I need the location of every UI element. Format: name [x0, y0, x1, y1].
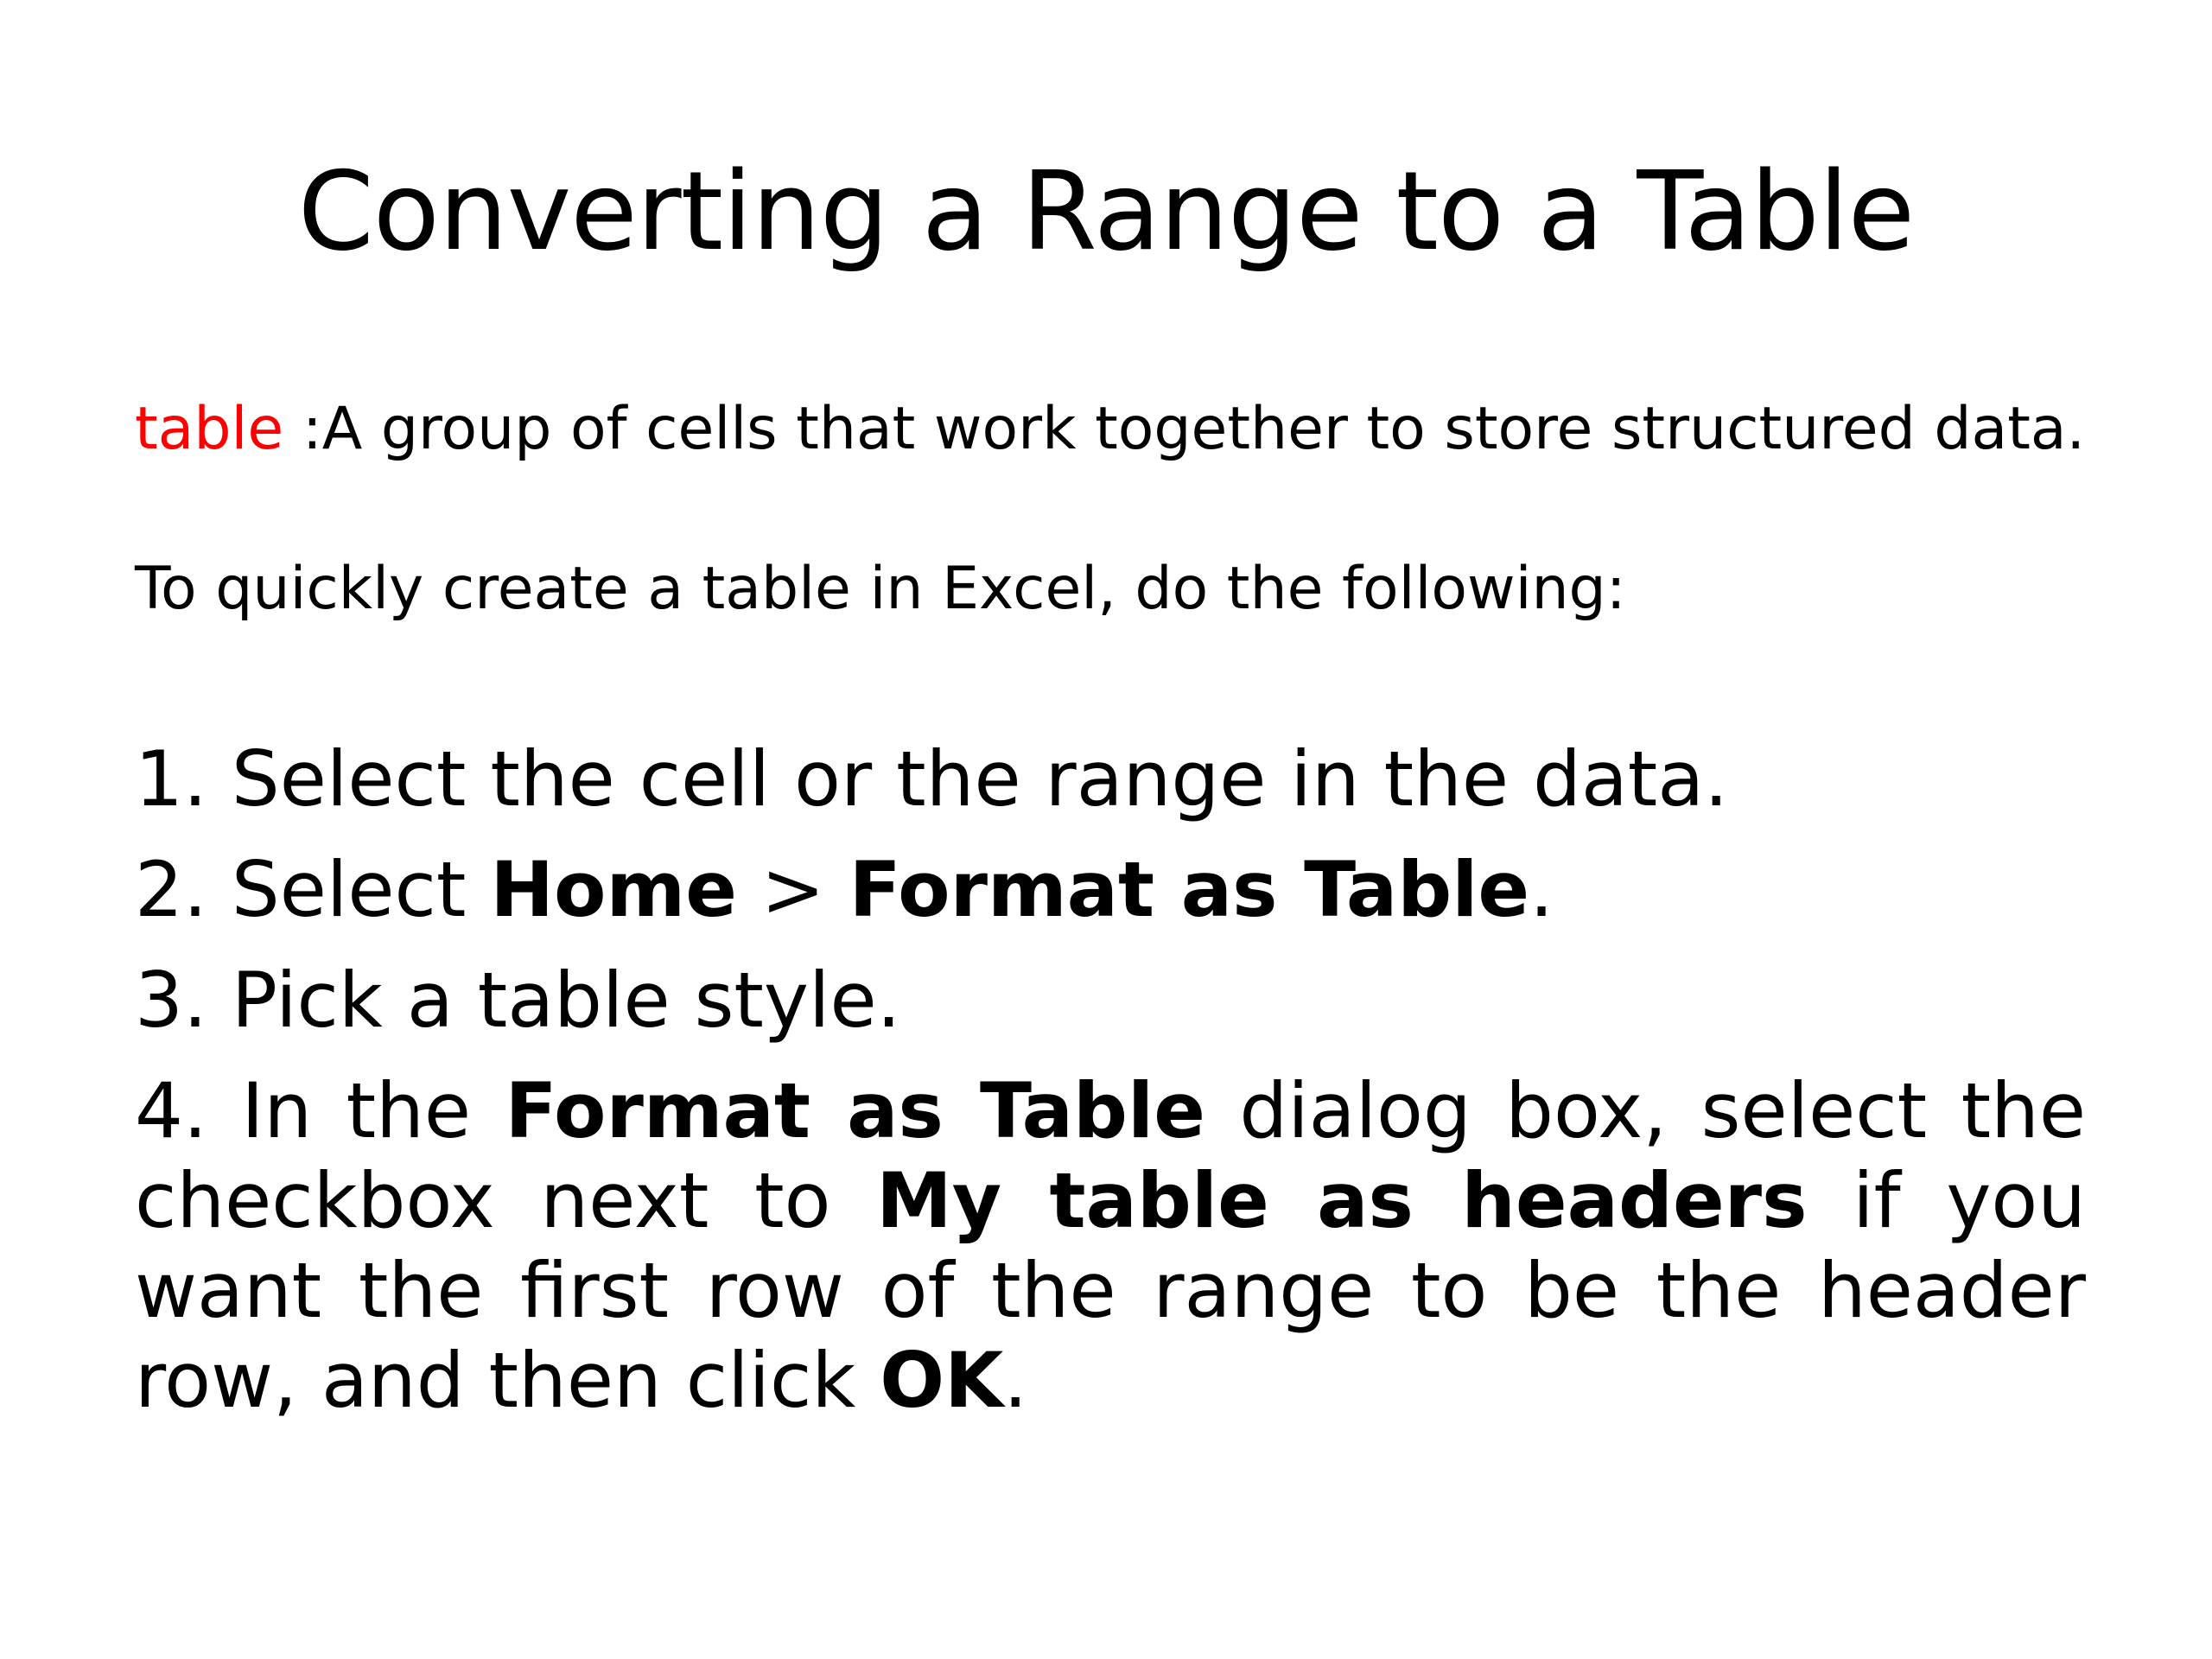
step-2-period: . — [1529, 845, 1554, 934]
step-2 — [135, 845, 2086, 935]
step-4 — [135, 1066, 2086, 1426]
step-2-text: 2. Select — [135, 845, 491, 934]
step-3 — [135, 956, 2086, 1046]
step-2-separator: > — [736, 845, 849, 934]
steps-list — [135, 734, 2086, 1426]
slide-title: Converting a Range to a Table — [297, 148, 1915, 275]
step-1 — [135, 734, 2086, 824]
step-4-period: . — [1003, 1336, 1028, 1425]
step-2-home-label: Home — [490, 845, 737, 934]
step-4-text: 4. In the — [135, 1066, 505, 1155]
step-4-text-3: if you want the first row of the range to be the header row, and then click — [135, 1156, 2087, 1425]
step-4-ok-label: OK — [880, 1336, 1004, 1425]
intro-text: To quickly create a table in Excel, do the following: — [135, 555, 1626, 623]
definition-paragraph — [135, 393, 2086, 466]
definition-text: :A group of cells that work together to store structured data. — [283, 395, 2086, 463]
step-4-format-as-table-label: Format as Table — [505, 1066, 1205, 1155]
definition-term: table — [135, 395, 284, 463]
step-3-text: 3. Pick a table style. — [135, 956, 901, 1045]
step-4-text-2: dialog box, select the checkbox next to — [135, 1066, 2086, 1245]
step-2-format-as-table-label: Format as Table — [849, 845, 1530, 934]
step-1-text: 1. Select the cell or the range in the data. — [135, 734, 1729, 823]
step-4-headers-label: My table as headers — [876, 1156, 1808, 1245]
